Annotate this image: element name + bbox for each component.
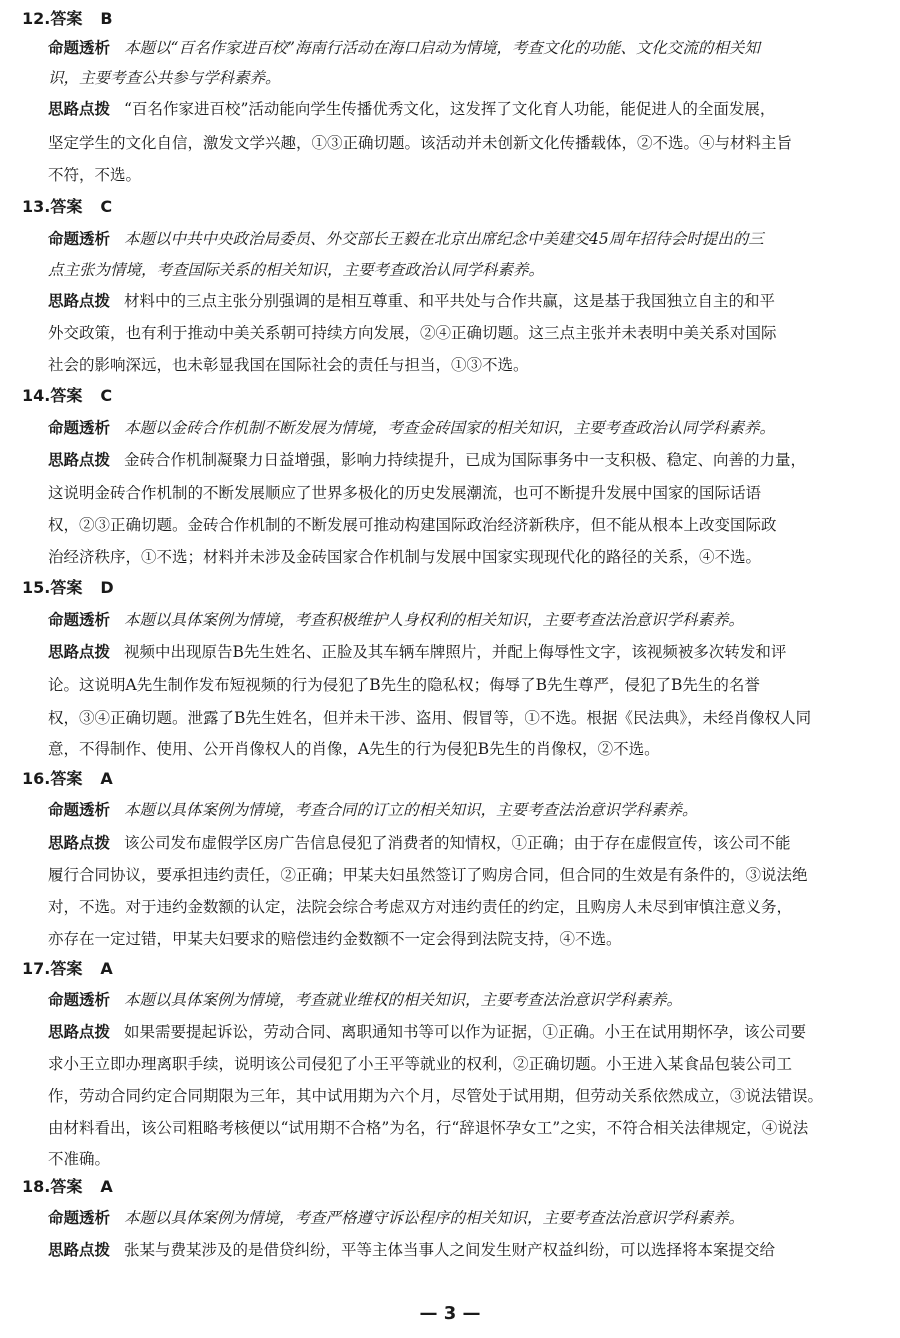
intent-text: 本题以具体案例为情境，考查严格遵守诉讼程序的相关知识，主要考查法治意识学科素养。 [124,1209,745,1227]
question-15-intent-line [48,608,888,632]
question-16-intent-line [48,798,888,822]
question-15-header [22,577,882,599]
tips-label: 思路点拨 [48,100,111,118]
answer-value: A [100,959,113,978]
tips-text: 视频中出现原告B先生姓名、正脸及其车辆车牌照片，并配上侮辱性文字，该视频被多次转发和评 [124,643,787,661]
tips-text: 亦存在一定过错，甲某夫妇要求的赔偿违约金数额不一定会得到法院支持，④不选。 [48,930,622,948]
tips-text: 作，劳动合同约定合同期限为三年，其中试用期为六个月，尽管处于试用期，但劳动关系依然成立，③说法错误。 [48,1087,824,1105]
question-number: 14. [22,386,51,405]
page-number: — 3 — [419,1303,481,1324]
question-number: 16. [22,769,51,788]
intent-text: 本题以中共中央政治局委员、外交部长王毅在北京出席纪念中美建交45周年招待会时提出的三 [124,230,764,248]
intent-text: 本题以金砖合作机制不断发展为情境，考查金砖国家的相关知识，主要考查政治认同学科素养。 [124,419,776,437]
question-16-tips-line [48,895,888,919]
tips-text: 张某与费某涉及的是借贷纠纷，平等主体当事人之间发生财产权益纠纷，可以选择将本案提交给 [124,1241,776,1259]
question-15-tips-line [48,673,888,697]
question-16-header [22,768,882,790]
question-13-tips-line [48,289,888,313]
question-12-intent-line [48,66,888,90]
intent-text: 本题以“百名作家进百校”海南行活动在海口启动为情境，考查文化的功能、文化交流的相关知 [124,39,760,57]
tips-text: 该公司发布虚假学区房广告信息侵犯了消费者的知情权，①正确；由于存在虚假宣传，该公司不能 [124,834,791,852]
tips-text: 材料中的三点主张分别强调的是相互尊重、和平共处与合作共赢，这是基于我国独立自主的和平 [124,292,776,310]
question-17-tips-line [48,1020,888,1044]
question-17-tips-line [48,1052,888,1076]
question-13-tips-line [48,321,888,345]
intent-text: 点主张为情境，考查国际关系的相关知识，主要考查政治认同学科素养。 [48,261,545,279]
answer-value: C [100,197,113,216]
tips-text: 由材料看出，该公司粗略考核便以“试用期不合格”为名，行“辞退怀孕女工”之实，不符合相关法律规定，④说法 [48,1119,809,1137]
answer-label: 答案 [50,578,83,597]
intent-text: 识，主要考查公共参与学科素养。 [48,69,281,87]
question-17-tips-line [48,1084,888,1108]
question-17-header [22,958,882,980]
answer-value: D [100,578,114,597]
intent-label: 命题透析 [48,230,111,248]
answer-label: 答案 [50,1177,83,1196]
question-number: 17. [22,959,51,978]
answer-value: A [100,1177,113,1196]
answer-label: 答案 [50,9,83,28]
answer-value: A [100,769,113,788]
question-12-tips-line [48,97,888,121]
question-14-tips-line [48,448,888,472]
question-16-tips-line [48,831,888,855]
question-16-tips-line [48,927,888,951]
tips-text: 金砖合作机制凝聚力日益增强，影响力持续提升，已成为国际事务中一支积极、稳定、向善的力量， [124,451,807,469]
question-15-tips-line [48,640,888,664]
answer-label: 答案 [50,959,83,978]
tips-text: 权，②③正确切题。金砖合作机制的不断发展可推动构建国际政治经济新秩序，但不能从根本上改变国际政 [48,516,777,534]
tips-text: 求小王立即办理离职手续，说明该公司侵犯了小王平等就业的权利，②正确切题。小王进入某食品包装公司工 [48,1055,793,1073]
tips-text: 社会的影响深远，也未彰显我国在国际社会的责任与担当，①③不选。 [48,356,529,374]
question-18-intent-line [48,1206,888,1230]
intent-label: 命题透析 [48,39,111,57]
question-16-tips-line [48,863,888,887]
intent-label: 命题透析 [48,991,111,1009]
question-14-tips-line [48,545,888,569]
tips-label: 思路点拨 [48,1241,111,1259]
tips-text: “百名作家进百校”活动能向学生传播优秀文化，这发挥了文化育人功能，能促进人的全面发展， [124,100,776,118]
question-14-tips-line [48,481,888,505]
question-18-tips-line [48,1238,888,1262]
tips-text: 治经济秩序，①不选；材料并未涉及金砖国家合作机制与发展中国家实现现代化的路径的关系，④不选。 [48,548,762,566]
answer-value: B [100,9,113,28]
intent-label: 命题透析 [48,801,111,819]
tips-text: 这说明金砖合作机制的不断发展顺应了世界多极化的历史发展潮流，也可不断提升发展中国家的国际话语 [48,484,762,502]
question-12-intent-line [48,36,888,60]
question-13-tips-line [48,353,888,377]
intent-text: 本题以具体案例为情境，考查就业维权的相关知识，主要考查法治意识学科素养。 [124,991,683,1009]
tips-text: 论。这说明A先生制作发布短视频的行为侵犯了B先生的隐私权；侮辱了B先生尊严，侵犯了B先生的名誉 [48,676,760,694]
question-13-intent-line [48,227,888,251]
tips-text: 坚定学生的文化自信，激发文学兴趣，①③正确切题。该活动并未创新文化传播载体，②不选。④与材料主旨 [48,134,793,152]
tips-text: 如果需要提起诉讼，劳动合同、离职通知书等可以作为证据，①正确。小王在试用期怀孕，该公司要 [124,1023,807,1041]
question-number: 18. [22,1177,51,1196]
intent-label: 命题透析 [48,611,111,629]
intent-text: 本题以具体案例为情境，考查合同的订立的相关知识，主要考查法治意识学科素养。 [124,801,698,819]
tips-label: 思路点拨 [48,451,111,469]
tips-label: 思路点拨 [48,834,111,852]
answer-value: C [100,386,113,405]
question-13-header [22,196,882,218]
tips-text: 意，不得制作、使用、公开肖像权人的肖像，A先生的行为侵犯B先生的肖像权，②不选。 [48,740,660,758]
intent-text: 本题以具体案例为情境，考查积极维护人身权利的相关知识，主要考查法治意识学科素养。 [124,611,745,629]
tips-label: 思路点拨 [48,1023,111,1041]
tips-label: 思路点拨 [48,643,111,661]
answer-label: 答案 [50,386,83,405]
intent-label: 命题透析 [48,1209,111,1227]
question-number: 15. [22,578,51,597]
question-number: 13. [22,197,51,216]
question-17-tips-line [48,1116,888,1140]
question-number: 12. [22,9,51,28]
answer-label: 答案 [50,197,83,216]
question-15-tips-line [48,706,888,730]
question-17-tips-line [48,1147,888,1171]
tips-text: 不符，不选。 [48,166,142,184]
tips-text: 对，不选。对于违约金数额的认定，法院会综合考虑双方对违约责任的约定，且购房人未尽到审慎注意义务， [48,898,793,916]
question-15-tips-line [48,737,888,761]
question-12-tips-line [48,163,888,187]
tips-text: 外交政策，也有利于推动中美关系朝可持续方向发展，②④正确切题。这三点主张并未表明中美关系对国际 [48,324,777,342]
question-12-header [22,8,882,30]
question-14-intent-line [48,416,888,440]
question-13-intent-line [48,258,888,282]
answer-label: 答案 [50,769,83,788]
question-14-header [22,385,882,407]
tips-text: 履行合同协议，要承担违约责任，②正确；甲某夫妇虽然签订了购房合同，但合同的生效是有条件的，③说法绝 [48,866,808,884]
tips-text: 不准确。 [48,1150,111,1168]
question-17-intent-line [48,988,888,1012]
question-18-header [22,1176,882,1198]
intent-label: 命题透析 [48,419,111,437]
tips-label: 思路点拨 [48,292,111,310]
question-12-tips-line [48,131,888,155]
question-14-tips-line [48,513,888,537]
tips-text: 权，③④正确切题。泄露了B先生姓名，但并未干涉、盗用、假冒等，①不选。根据《民法典》，未经肖像权人同 [48,709,812,727]
